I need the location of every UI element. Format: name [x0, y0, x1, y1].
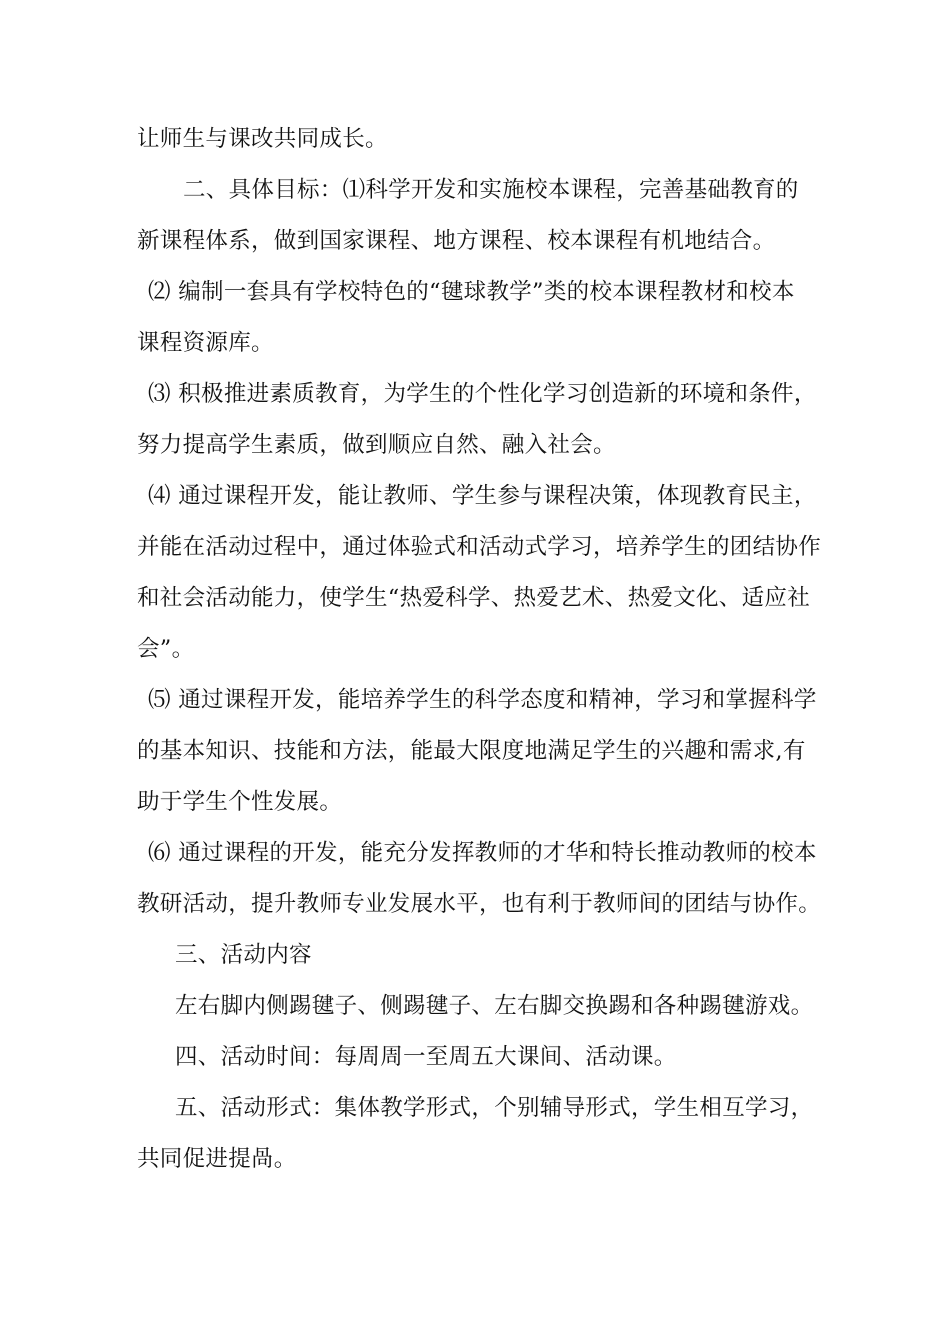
text-line: 共同促进提咼。: [137, 1146, 297, 1172]
list-item-3: ⑶ 积极推进素质教育，为学生的个性化学习创造新的环境和条件，: [148, 381, 817, 407]
list-item-5: ⑸ 通过课程开发，能培养学生的科学态度和精神，学习和掌握科学: [148, 687, 817, 713]
text-line: 并能在活动过程中，通过体验式和活动式学习，培养学生的团结协作: [137, 534, 822, 560]
text-line: 让师生与课改共同成长。: [137, 126, 388, 152]
text-line: 努力提高学生素质，做到顺应自然、融入社会。: [137, 432, 616, 458]
text-line: 教研活动，提升教师专业发展水平，也有利于教师间的团结与协作。: [137, 891, 822, 917]
text-line: 助于学生个性发展。: [137, 789, 343, 815]
list-item-2: ⑵ 编制一套具有学校特色的“毽球教学”类的校本课程教材和校本: [148, 279, 795, 305]
list-item-6: ⑹ 通过课程的开发，能充分发挥教师的才华和特长推动教师的校本: [148, 840, 817, 866]
list-item-4: ⑷ 通过课程开发，能让教师、学生参与课程决策，体现教育民主，: [148, 483, 817, 509]
section-heading-content: 三、活动内容: [175, 942, 312, 968]
section-heading-time: 四、活动时间：每周周一至周五大课间、活动课。: [175, 1044, 677, 1070]
text-line: 新课程体系，做到国家课程、地方课程、校本课程有机地结合。: [137, 228, 776, 254]
text-line: 会”。: [137, 636, 195, 662]
text-line: 左右脚内侧踢毽子、侧踢毽子、左右脚交换踢和各种踢毽游戏。: [175, 993, 814, 1019]
text-line: 和社会活动能力，使学生“热爱科学、热爱艺术、热爱文化、适应社: [137, 585, 811, 611]
text-line: 课程资源库。: [137, 330, 274, 356]
section-heading-form: 五、活动形式：集体教学形式，个别辅导形式，学生相互学习，: [175, 1095, 814, 1121]
text-line: 的基本知识、技能和方法，能最大限度地满足学生的兴趣和需求,有: [137, 738, 806, 764]
section-heading-goals: 二、具体目标：⑴科学开发和实施校本课程，完善基础教育的: [183, 177, 799, 203]
